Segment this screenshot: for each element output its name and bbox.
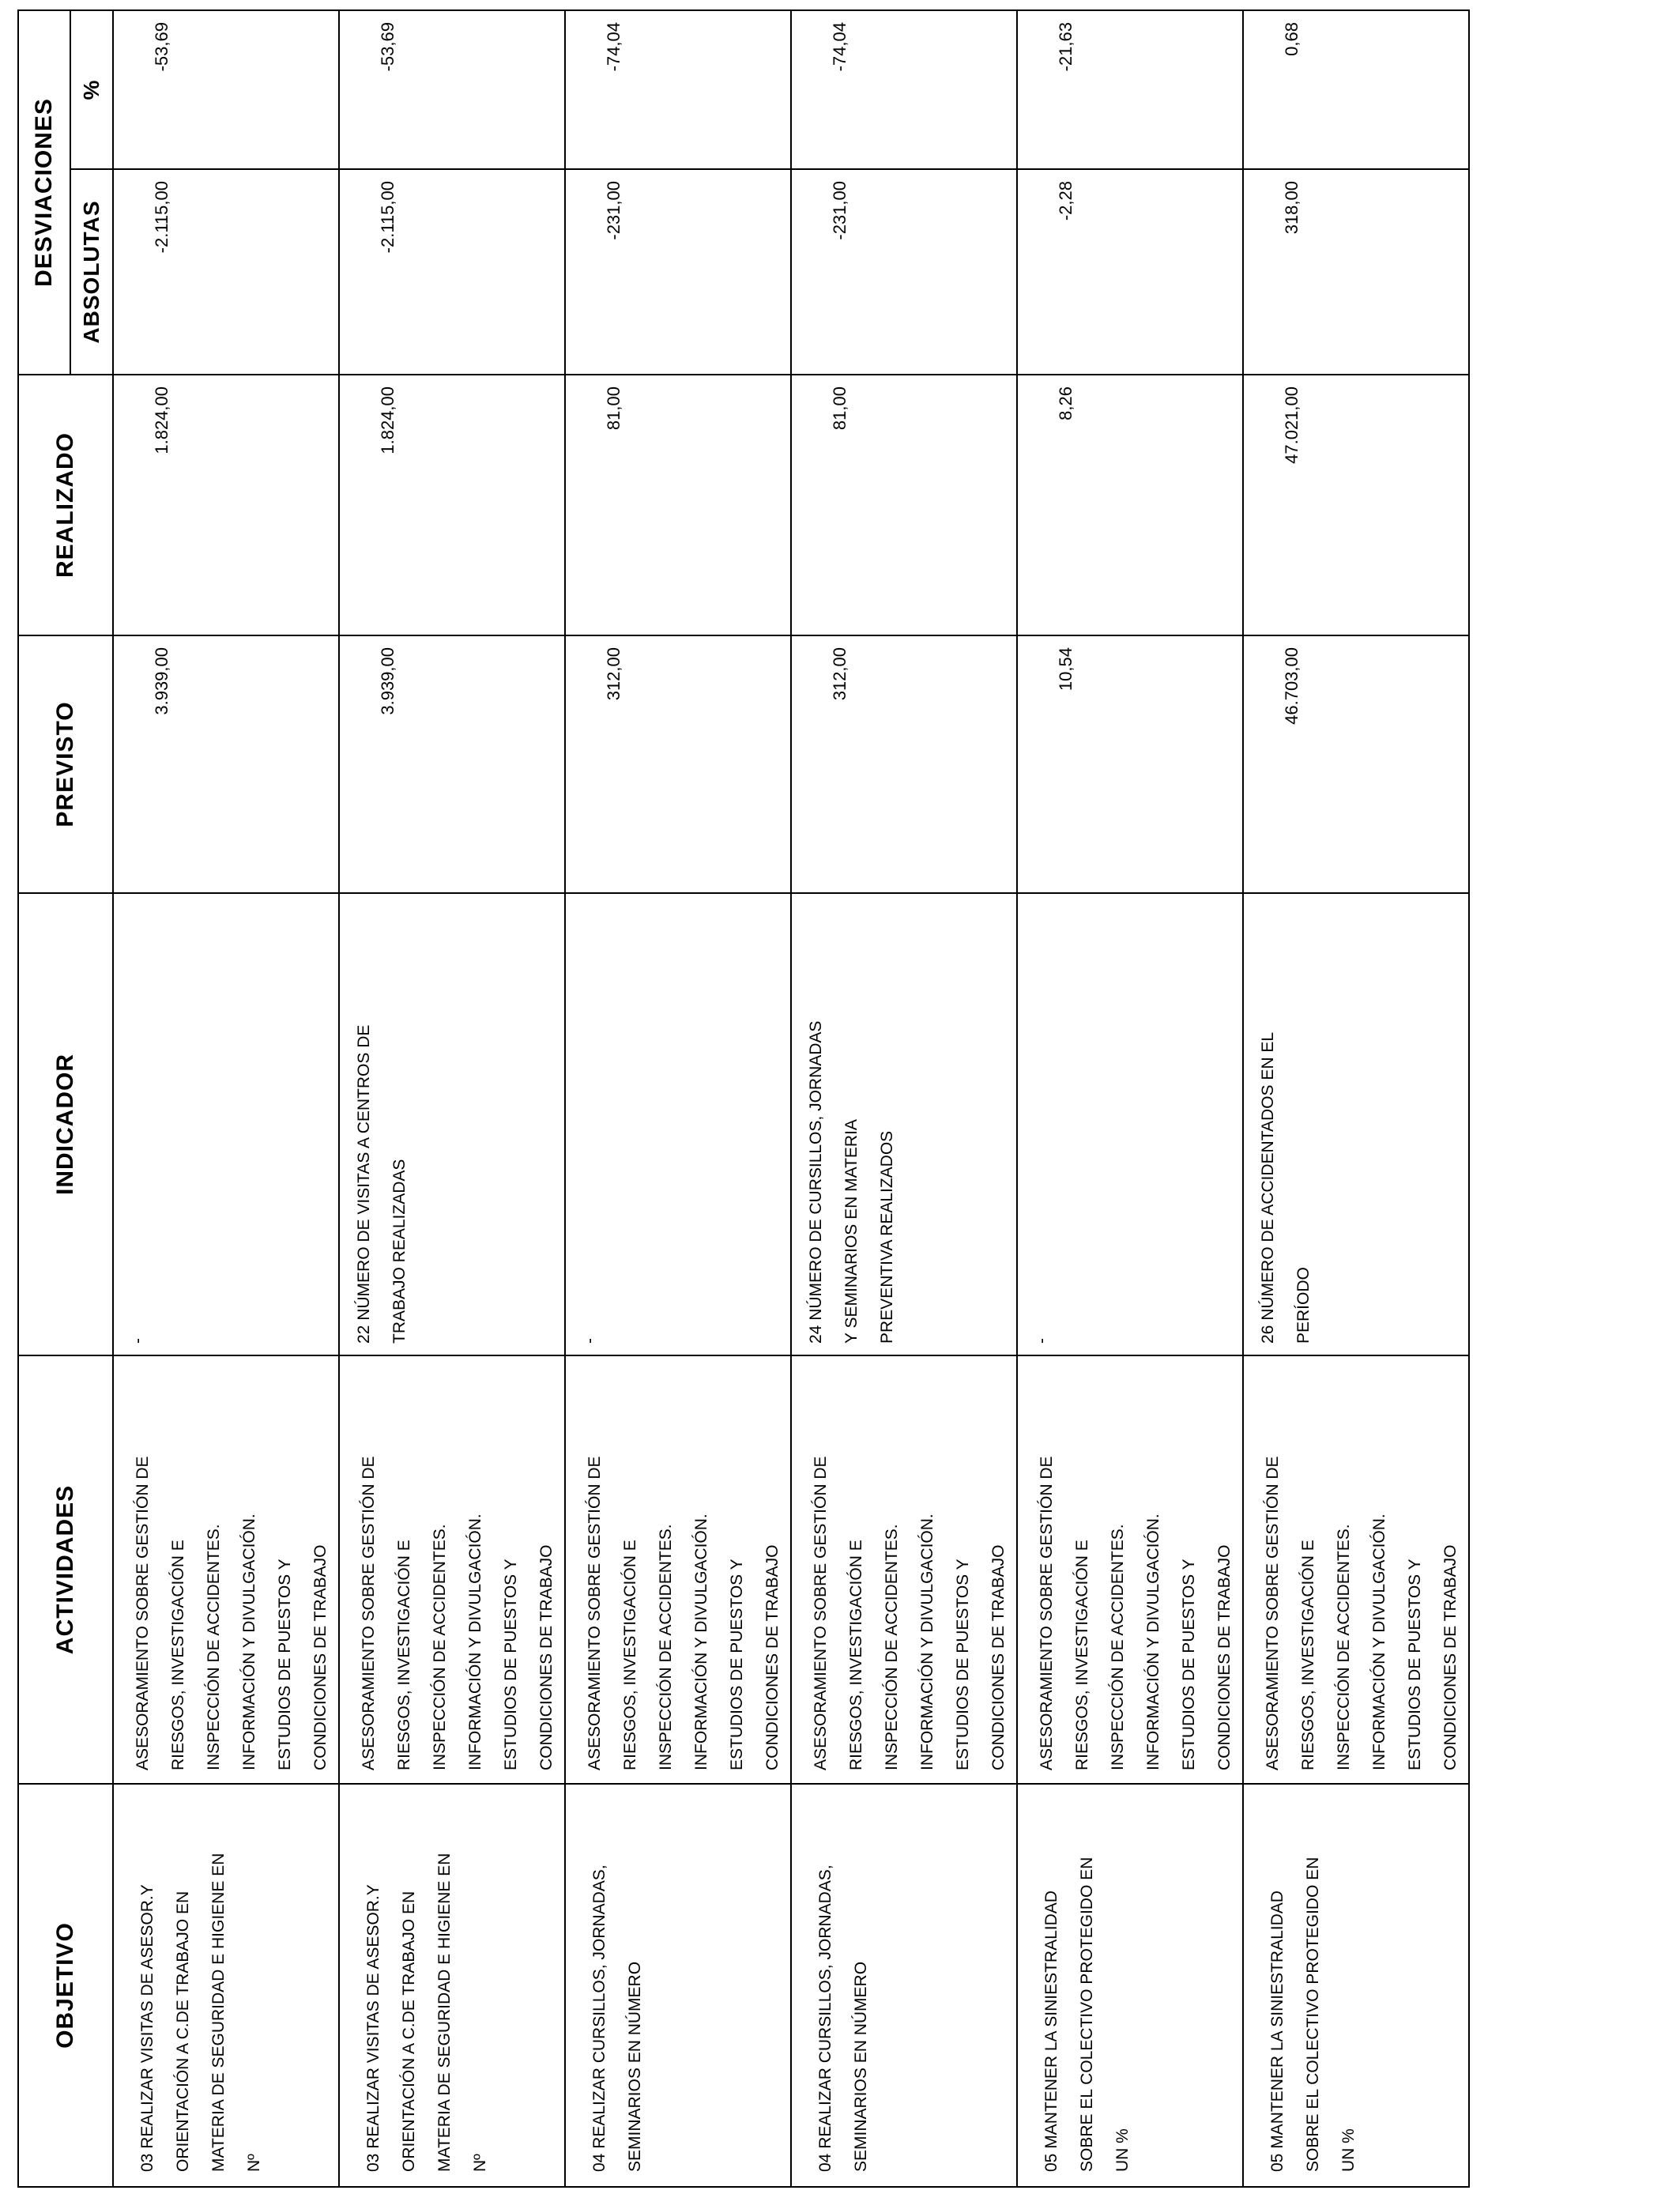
realizado-cell [1243,375,1469,635]
porcentaje-cell [1017,10,1243,169]
realizado-cell [565,375,791,635]
table-row [565,10,791,2187]
actividades-cell-text: ASESORAMIENTO SOBRE GESTIÓN DE RIESGOS, INVESTIGACIÓN E INSPECCIÓN DE ACCIDENTES. INFORMACIÓN Y DIVULGACIÓN. ESTUDIOS DE PUESTOS Y CONDICIONES DE TRABAJO [812,1456,1008,1770]
objetivo-cell-text: 05 MANTENER LA SINIESTRALIDAD SOBRE EL COLECTIVO PROTEGIDO EN UN % [1268,1857,1358,2172]
objectives-table [17,9,1470,2188]
table-row [339,10,565,2187]
absolutas-cell [565,169,791,375]
realizado-cell [1017,375,1243,635]
objetivo-cell-text: 04 REALIZAR CURSILLOS, JORNADAS, SEMINARIOS EN NÚMERO [816,1864,870,2172]
porcentaje-cell [339,10,565,169]
indicador-cell [1017,893,1243,1355]
previsto-cell-text: 3.939,00 [152,647,171,715]
porcentaje-cell-text: -74,04 [830,22,849,72]
actividades-cell [339,1355,565,1784]
table-row [791,10,1017,2187]
indicador-cell [565,893,791,1355]
indicador-cell-text: 22 NÚMERO DE VISITAS A CENTROS DE TRABAJO REALIZADAS [355,1024,409,1344]
header-objetivo: OBJETIVO [18,1784,113,2187]
objetivo-cell-text: 04 REALIZAR CURSILLOS, JORNADAS, SEMINARIOS EN NÚMERO [590,1864,644,2172]
indicador-cell-text: - [129,1338,147,1344]
previsto-cell [791,635,1017,893]
indicador-cell-text: 24 NÚMERO DE CURSILLOS, JORNADAS Y SEMINARIOS EN MATERIA PREVENTIVA REALIZADOS [807,1020,896,1344]
actividades-cell [565,1355,791,1784]
actividades-cell-text: ASESORAMIENTO SOBRE GESTIÓN DE RIESGOS, INVESTIGACIÓN E INSPECCIÓN DE ACCIDENTES. INFORMACIÓN Y DIVULGACIÓN. ESTUDIOS DE PUESTOS Y CONDICIONES DE TRABAJO [586,1456,782,1770]
objetivo-cell [113,1784,339,2187]
objetivo-cell [565,1784,791,2187]
absolutas-cell [1017,169,1243,375]
absolutas-cell [1243,169,1469,375]
objetivo-cell [1243,1784,1469,2187]
objetivo-cell-text: 05 MANTENER LA SINIESTRALIDAD SOBRE EL COLECTIVO PROTEGIDO EN UN % [1042,1857,1132,2172]
actividades-cell-text: ASESORAMIENTO SOBRE GESTIÓN DE RIESGOS, INVESTIGACIÓN E INSPECCIÓN DE ACCIDENTES. INFORMACIÓN Y DIVULGACIÓN. ESTUDIOS DE PUESTOS Y CONDICIONES DE TRABAJO [1038,1456,1234,1770]
previsto-cell-text: 10,54 [1056,647,1075,692]
absolutas-cell-text: -2,28 [1056,181,1075,221]
actividades-cell [791,1355,1017,1784]
realizado-cell-text: 81,00 [830,386,849,431]
header-indicador: INDICADOR [18,893,113,1355]
actividades-cell-text: ASESORAMIENTO SOBRE GESTIÓN DE RIESGOS, INVESTIGACIÓN E INSPECCIÓN DE ACCIDENTES. INFORMACIÓN Y DIVULGACIÓN. ESTUDIOS DE PUESTOS Y CONDICIONES DE TRABAJO [134,1456,330,1770]
indicador-cell-text: - [581,1338,599,1344]
absolutas-cell [791,169,1017,375]
actividades-cell-text: ASESORAMIENTO SOBRE GESTIÓN DE RIESGOS, INVESTIGACIÓN E INSPECCIÓN DE ACCIDENTES. INFORMACIÓN Y DIVULGACIÓN. ESTUDIOS DE PUESTOS Y CONDICIONES DE TRABAJO [1264,1456,1460,1770]
objetivo-cell [339,1784,565,2187]
absolutas-cell-text: -231,00 [604,181,623,240]
realizado-cell-text: 81,00 [604,386,623,431]
indicador-cell [113,893,339,1355]
realizado-cell [339,375,565,635]
table-row [1243,10,1469,2187]
absolutas-cell [339,169,565,375]
previsto-cell-text: 3.939,00 [378,647,397,715]
header-previsto: PREVISTO [18,635,113,893]
objetivo-cell [791,1784,1017,2187]
indicador-cell-text: 26 NÚMERO DE ACCIDENTADOS EN EL PERÍODO [1259,1031,1313,1344]
header-actividades: ACTIVIDADES [18,1355,113,1784]
indicador-cell-text: - [1033,1338,1051,1344]
realizado-cell-text: 8,26 [1056,386,1075,420]
previsto-cell-text: 46.703,00 [1282,647,1301,725]
objetivo-cell [1017,1784,1243,2187]
table-body [113,10,1469,2187]
porcentaje-cell [791,10,1017,169]
indicador-cell [1243,893,1469,1355]
previsto-cell-text: 312,00 [604,647,623,701]
porcentaje-cell-text: -53,69 [152,22,171,72]
porcentaje-cell-text: -21,63 [1056,22,1075,72]
objetivo-cell-text: 03 REALIZAR VISITAS DE ASESOR.Y ORIENTACIÓN A C.DE TRABAJO EN MATERIA DE SEGURIDAD E HIGIENE EN Nº [364,1853,489,2172]
header-absolutas: ABSOLUTAS [70,169,113,375]
rotated-report-sheet [17,11,1460,2188]
absolutas-cell [113,169,339,375]
indicador-cell [791,893,1017,1355]
header-porcentaje: % [70,10,113,169]
absolutas-cell-text: -2.115,00 [152,181,171,254]
header-row [18,10,70,2187]
realizado-cell [113,375,339,635]
actividades-cell [1017,1355,1243,1784]
realizado-cell-text: 1.824,00 [378,386,397,454]
absolutas-cell-text: 318,00 [1282,181,1301,235]
porcentaje-cell-text: -74,04 [604,22,623,72]
header-realizado: REALIZADO [18,375,113,635]
objetivo-cell-text: 03 REALIZAR VISITAS DE ASESOR.Y ORIENTACIÓN A C.DE TRABAJO EN MATERIA DE SEGURIDAD E HIGIENE EN Nº [138,1853,263,2172]
header-desviaciones: DESVIACIONES [18,10,70,375]
realizado-cell-text: 1.824,00 [152,386,171,454]
porcentaje-cell-text: -53,69 [378,22,397,72]
absolutas-cell-text: -2.115,00 [378,181,397,254]
previsto-cell [1017,635,1243,893]
previsto-cell-text: 312,00 [830,647,849,701]
indicador-cell [339,893,565,1355]
table-row [1017,10,1243,2187]
table-row [113,10,339,2187]
porcentaje-cell [113,10,339,169]
absolutas-cell-text: -231,00 [830,181,849,240]
porcentaje-cell-text: 0,68 [1282,22,1301,56]
previsto-cell [113,635,339,893]
porcentaje-cell [565,10,791,169]
realizado-cell [791,375,1017,635]
previsto-cell [339,635,565,893]
porcentaje-cell [1243,10,1469,169]
actividades-cell [113,1355,339,1784]
actividades-cell [1243,1355,1469,1784]
realizado-cell-text: 47.021,00 [1282,386,1301,464]
actividades-cell-text: ASESORAMIENTO SOBRE GESTIÓN DE RIESGOS, INVESTIGACIÓN E INSPECCIÓN DE ACCIDENTES. INFORMACIÓN Y DIVULGACIÓN. ESTUDIOS DE PUESTOS Y CONDICIONES DE TRABAJO [360,1456,556,1770]
previsto-cell [1243,635,1469,893]
previsto-cell [565,635,791,893]
